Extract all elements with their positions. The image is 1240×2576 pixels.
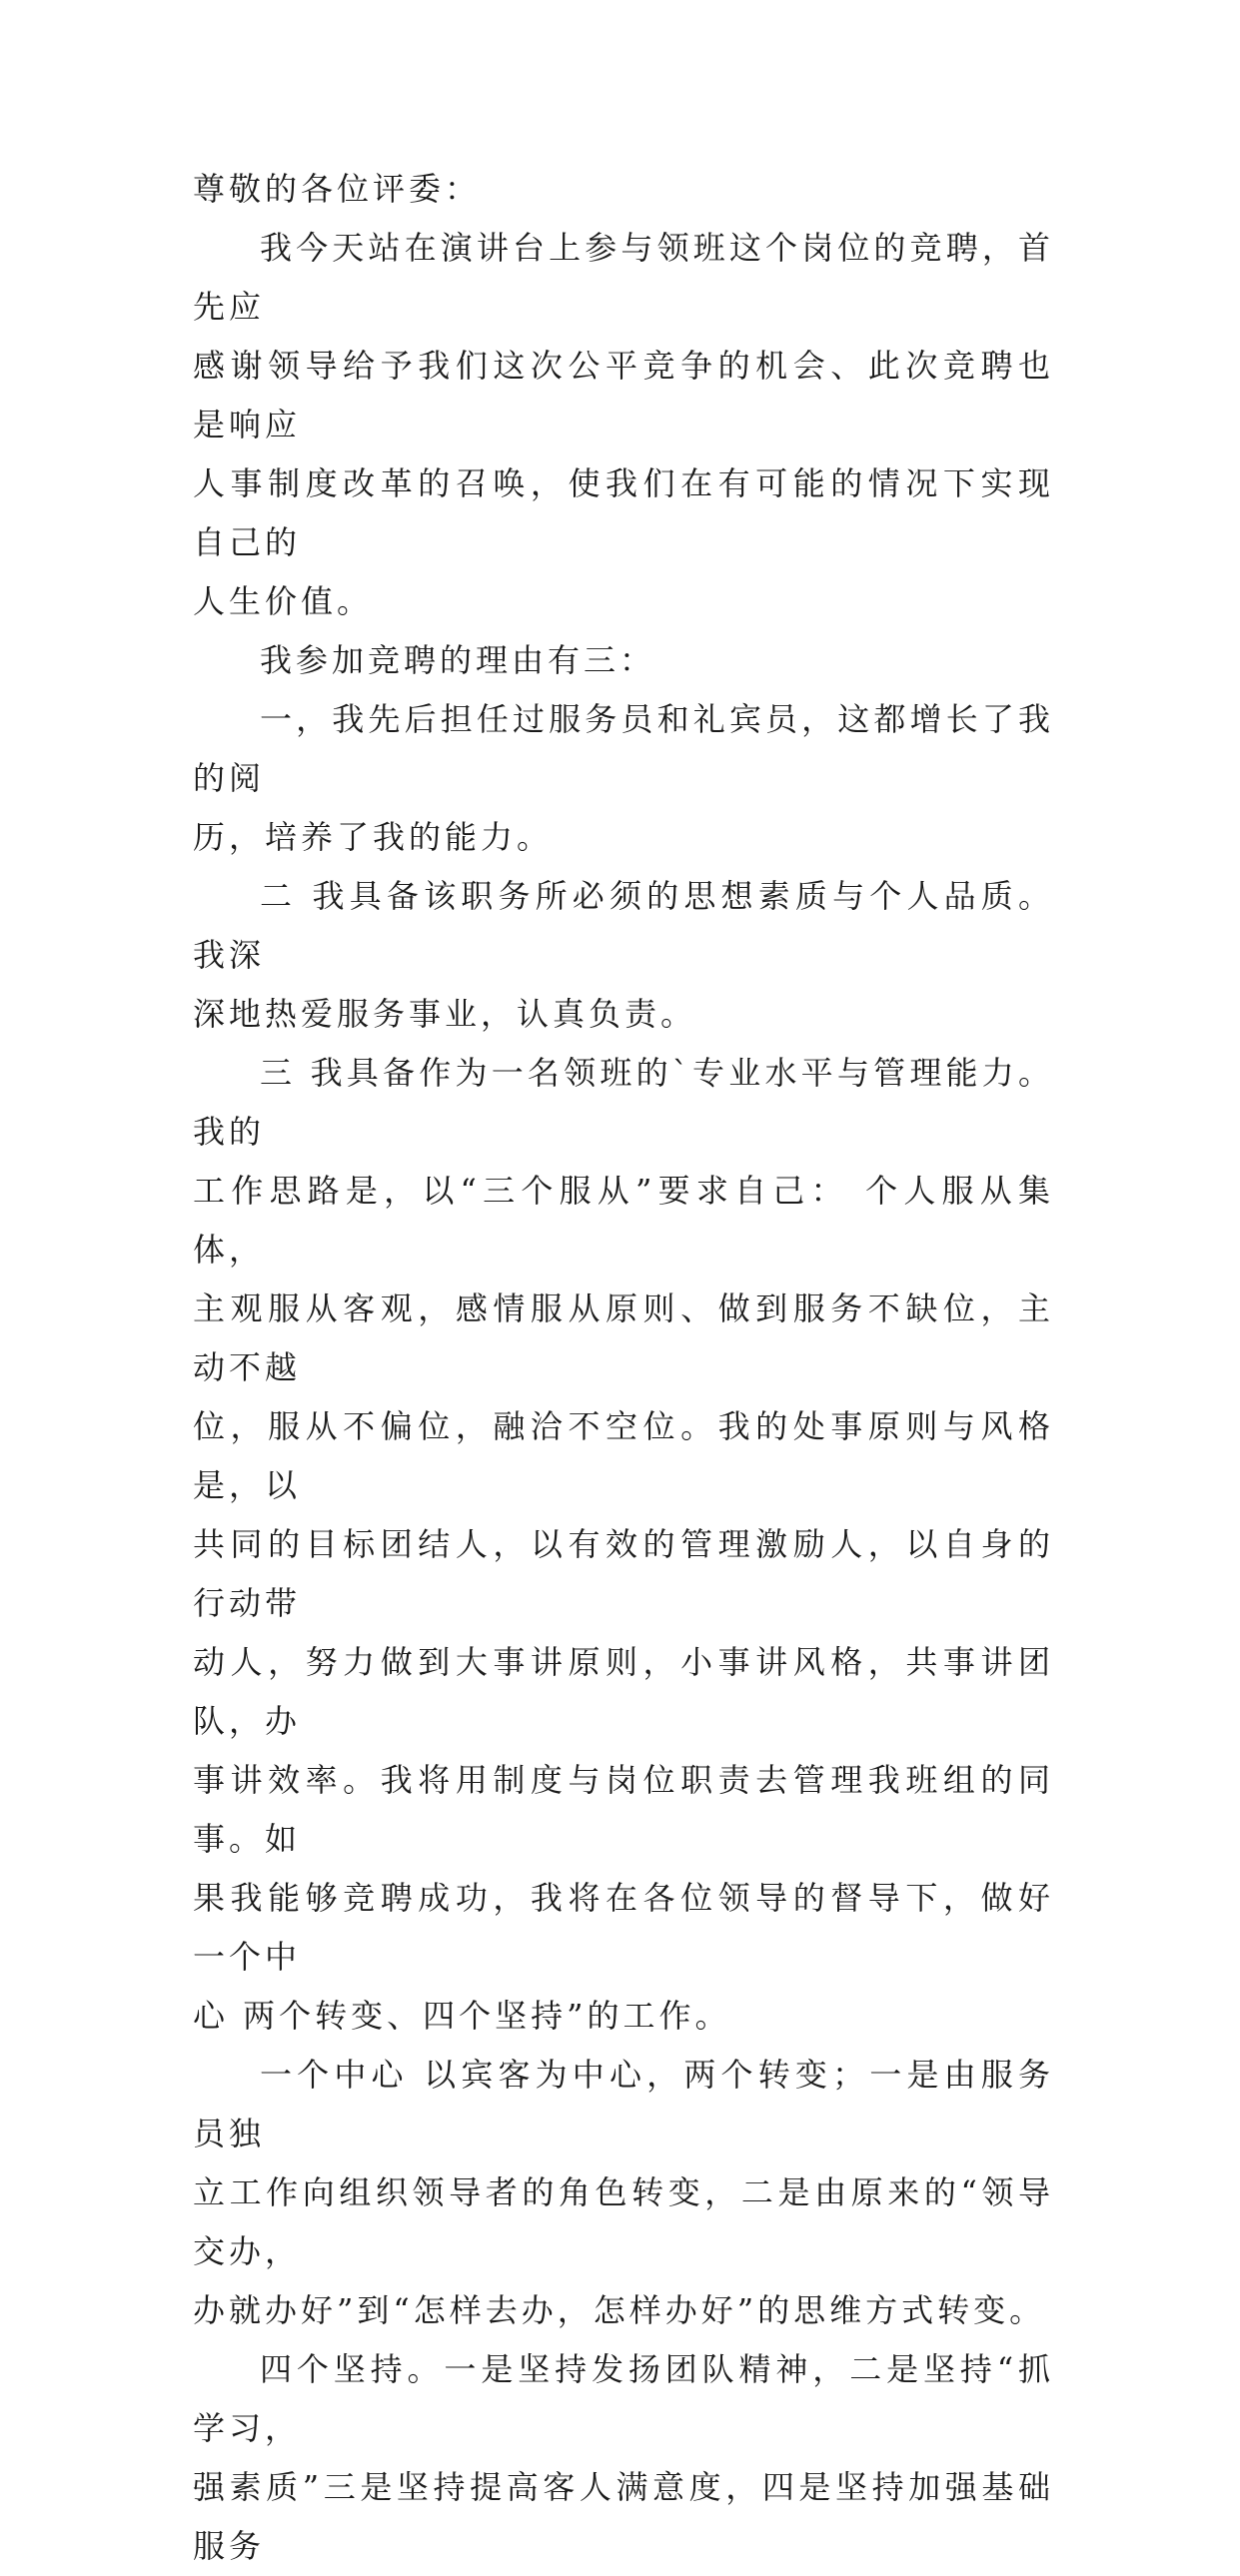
- paragraph-four-persistences: 四个坚持。一是坚持发扬团队精神，二是坚持“抓学习， 强素质”三是坚持提高客人满意度，四是坚持加强基础服务: [193, 2350, 1054, 2565]
- paragraph-one-center: 一个中心 以宾客为中心，两个转变；一是由服务员独 立工作向组织领导者的角色转变，二是由原来的“领导交办， 办就办好”到“怎样去办，怎样办好”的思维方式转变。: [193, 2056, 1054, 2329]
- paragraph-reason-one: 一，我先后担任过服务员和礼宾员，这都增长了我的阅 历，培养了我的能力。: [193, 700, 1054, 856]
- paragraph-reasons-heading: 我参加竞聘的理由有三：: [260, 641, 656, 679]
- speech-body: [193, 160, 1054, 2576]
- paragraph-intro: 我今天站在演讲台上参与领班这个岗位的竞聘，首先应 感谢领导给予我们这次公平竞争的机会、此次竞聘也是响应 人事制度改革的召唤，使我们在有可能的情况下实现自己的 人生价值。: [193, 229, 1054, 620]
- paragraph-reason-three: 三 我具备作为一名领班的`专业水平与管理能力。我的 工作思路是，以“三个服从”要求自己： 个人服从集体， 主观服从客观，感情服从原则、做到服务不缺位，主动不越 位，服从不偏位，融洽不空位。我的处事原则与风格是，以 共同的目标团结人，以有效的管理激励人，以自身的行动带 动人，努力做到大事讲原则，小事讲风格，共事讲团队，办 事讲效率。我将用制度与岗位职责去管理我班组的同事。如 果我能够竞聘成功，我将在各位领导的督导下，做好一个中 心 两个转变、四个坚持”的工作。: [193, 1054, 1054, 2035]
- paragraph-reason-two: 二 我具备该职务所必须的思想素质与个人品质。我深 深地热爱服务事业，认真负责。: [193, 877, 1054, 1033]
- greeting-line: 尊敬的各位评委：: [193, 170, 482, 208]
